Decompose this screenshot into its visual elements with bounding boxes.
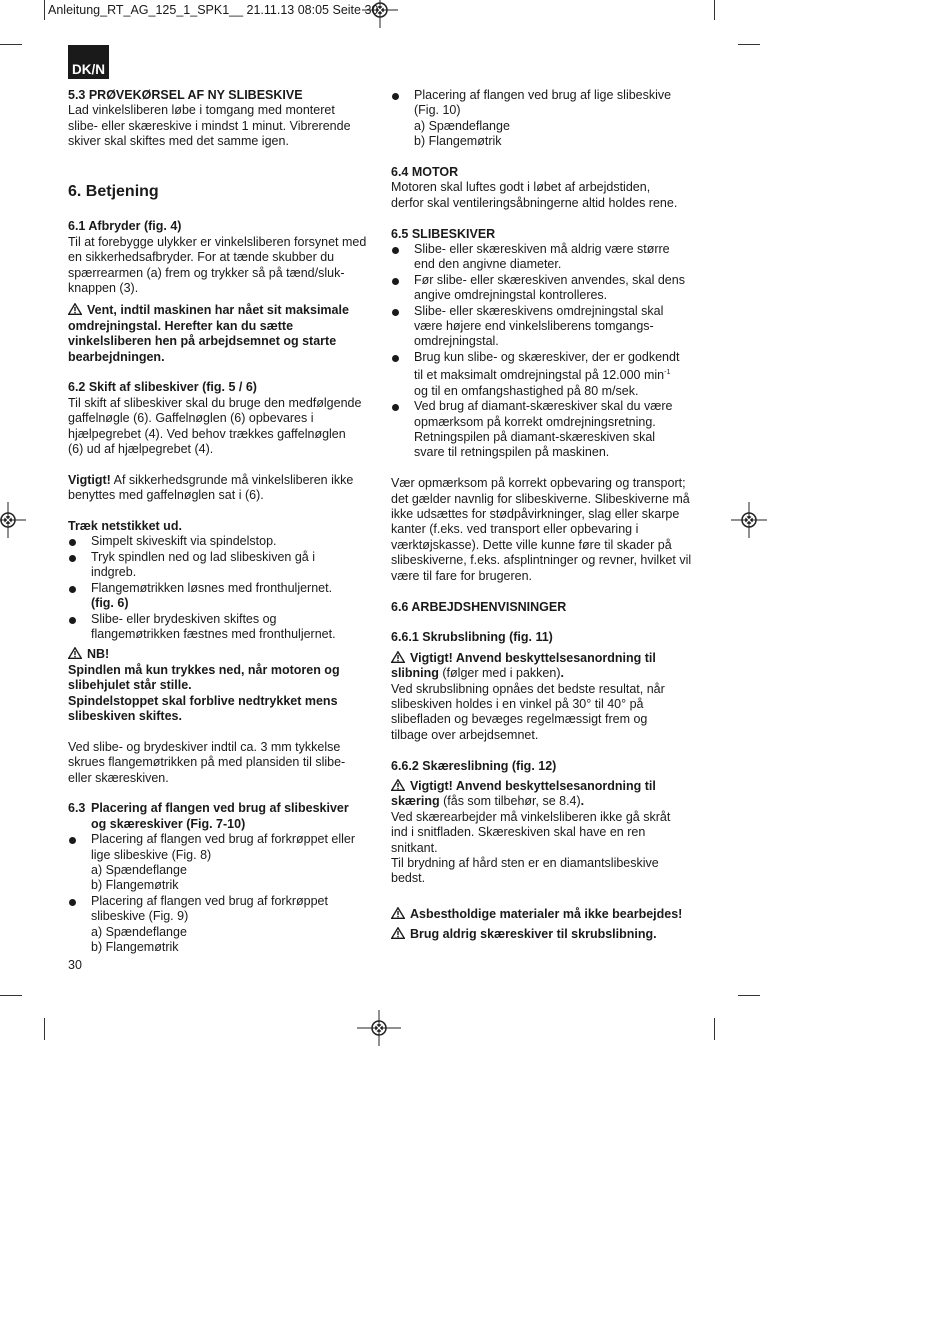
crop-mark bbox=[738, 44, 760, 45]
warning-text: slibning (følger med i pakken). bbox=[391, 666, 564, 681]
text-line: eller skæreskiven. bbox=[68, 770, 169, 785]
warning-triangle-icon bbox=[391, 907, 405, 919]
list-item: Tryk spindlen ned og lad slibeskiven gå i indgreb. bbox=[68, 550, 368, 581]
list-item: Slibe- eller skæreskiven må aldrig være større end den angivne diameter. bbox=[391, 242, 696, 273]
text-line: derfor skal ventileringsåbningerne altid holdes rene. bbox=[391, 195, 678, 210]
section-heading: og skæreskiver (Fig. 7-10) bbox=[91, 816, 246, 831]
note-label: Vigtigt! bbox=[68, 472, 111, 487]
text-line: Til at forebygge ulykker er vinkelsliberen forsynet med bbox=[68, 234, 367, 249]
section-heading: 6.6 ARBEJDSHENVISNINGER bbox=[391, 599, 567, 614]
text-line: det gælder navnlig for slibeskiverne. Slibeskiverne må bbox=[391, 491, 690, 506]
text-line: skiver skal skiftes med det samme igen. bbox=[68, 134, 289, 149]
warning-text: bearbejdningen. bbox=[68, 349, 165, 364]
text-line: en sikkerhedsafbryder. For at tænde skubber du bbox=[68, 250, 335, 265]
warning-text: Spindelstoppet skal forblive nedtrykket mens bbox=[68, 693, 338, 708]
text-line: Ved skrubslibning opnåes det bedste resultat, når bbox=[391, 681, 665, 696]
warning-triangle-icon bbox=[391, 651, 405, 663]
text-line: Lad vinkelsliberen løbe i tomgang med monteret bbox=[68, 103, 335, 118]
crop-mark bbox=[714, 1018, 715, 1040]
text-line: knappen (3). bbox=[68, 281, 139, 296]
registration-mark-icon bbox=[357, 1010, 401, 1046]
chapter-heading: 6. Betjening bbox=[68, 183, 159, 201]
page-number: 30 bbox=[68, 958, 82, 972]
warning-text: omdrejningstal. Herefter kan du sætte bbox=[68, 318, 294, 333]
bullet-list bbox=[391, 88, 696, 150]
text-line: tilbage over arbejdsemnet. bbox=[391, 727, 539, 742]
warning-text: vinkelsliberen hen på arbejdsemnet og starte bbox=[68, 334, 337, 349]
bullet-list bbox=[391, 242, 696, 461]
text-line: slibe- eller skæreskive i mindst 1 minut. Vibrerende bbox=[68, 118, 351, 133]
crop-mark bbox=[714, 0, 715, 20]
text-line: bedst. bbox=[391, 871, 426, 886]
text-line: Til brydning af hård sten er en diamantslibeskive bbox=[391, 855, 659, 870]
note-text: Af sikkerhedsgrunde må vinkelsliberen ikke bbox=[110, 472, 354, 487]
print-header: Anleitung_RT_AG_125_1_SPK1__ 21.11.13 08:05 Seite 30 bbox=[48, 3, 379, 17]
left-column bbox=[68, 88, 368, 955]
bullet-list bbox=[68, 832, 368, 955]
text-line: Ved slibe- og brydeskiver indtil ca. 3 mm tykkelse bbox=[68, 739, 341, 754]
section-heading: 6.5 SLIBESKIVER bbox=[391, 226, 496, 241]
list-item: Placering af flangen ved brug af lige slibeskive (Fig. 10) a) Spændeflange b) Flangemøtrik bbox=[391, 88, 696, 150]
warning-triangle-icon bbox=[391, 927, 405, 939]
language-badge: DK/N bbox=[68, 45, 109, 79]
list-item: Flangemøtrikken løsnes med fronthuljernet. (fig. 6) bbox=[68, 581, 368, 612]
list-item: Brug kun slibe- og skæreskiver, der er godkendt til et maksimalt omdrejningstal på 12.000 $\min^{-1}$ og til en omfangshastighed på 80 m/sek. bbox=[391, 350, 696, 399]
text-line: spærrearmen (a) frem og trykker så på tænd/sluk- bbox=[68, 265, 345, 280]
warning-line: Vigtigt! Anvend beskyttelsesanordning til bbox=[391, 651, 696, 666]
crop-mark bbox=[0, 995, 22, 996]
warning-text: slibeskiven skiftes. bbox=[68, 708, 182, 723]
text-line: Vær opmærksom på korrekt opbevaring og transport; bbox=[391, 476, 686, 491]
crop-mark bbox=[738, 995, 760, 996]
text-line: værktøjskasse). Dette ville kunne føre til skader på bbox=[391, 537, 672, 552]
section-heading: 6.2 Skift af slibeskiver (fig. 5 / 6) bbox=[68, 380, 257, 395]
warning-line: Asbestholdige materialer må ikke bearbejdes! bbox=[391, 907, 696, 922]
text-line: Ved skærearbejder må vinkelsliberen ikke gå skråt bbox=[391, 809, 671, 824]
text-line: Til skift af slibeskiver skal du bruge den medfølgende bbox=[68, 395, 362, 410]
text-line: (6) ud af hjælpegrebet (4). bbox=[68, 442, 214, 457]
section-heading: 5.3 PRØVEKØRSEL AF NY SLIBESKIVE bbox=[68, 88, 303, 102]
section-heading: 6.6.2 Skæreslibning (fig. 12) bbox=[391, 758, 557, 773]
text-line: skrues flangemøtrikken på med plansiden til slibe- bbox=[68, 755, 346, 770]
registration-mark-icon bbox=[731, 502, 767, 538]
text-line: være til fare for brugeren. bbox=[391, 568, 533, 583]
crop-mark bbox=[0, 44, 22, 45]
bullet-list bbox=[68, 534, 368, 642]
list-item: Placering af flangen ved brug af forkrøppet slibeskive (Fig. 9) a) Spændeflange b) Flangemøtrik bbox=[68, 894, 368, 956]
list-item: Slibe- eller brydeskiven skiftes og flangemøtrikken fæstnes med fronthuljernet. bbox=[68, 612, 368, 643]
crop-mark bbox=[44, 0, 45, 20]
list-item: Placering af flangen ved brug af forkrøppet eller lige slibeskive (Fig. 8) a) Spændeflange b) Flangemøtrik bbox=[68, 832, 368, 894]
text-line: Motoren skal luftes godt i løbet af arbejdstiden, bbox=[391, 180, 651, 195]
list-item: Ved brug af diamant-skæreskiver skal du være opmærksom på korrekt omdrejningsretning. Retningspilen på diamant-skæreskiven skal svare til retningspilen på maskinen. bbox=[391, 399, 696, 461]
registration-mark-icon bbox=[0, 502, 26, 538]
text-line: snitkant. bbox=[391, 840, 438, 855]
note-line bbox=[68, 473, 368, 488]
right-column bbox=[391, 88, 696, 943]
section-heading: 6.4 MOTOR bbox=[391, 165, 459, 180]
text-line: gaffelnøgle (6). Gaffelnøglen (6) opbevares i bbox=[68, 411, 314, 426]
section-heading: 6.3 Placering af flangen ved brug af slibeskiver bbox=[68, 801, 349, 816]
text-line: ikke udsættes for stødpåvirkninger, slag eller skarpe bbox=[391, 507, 680, 522]
crop-mark bbox=[44, 1018, 45, 1040]
warning-line: NB! bbox=[68, 647, 368, 662]
warning-text: Spindlen må kun trykkes ned, når motoren og bbox=[68, 662, 340, 677]
warning-triangle-icon bbox=[68, 647, 82, 659]
warning-line: Vigtigt! Anvend beskyttelsesanordning til bbox=[391, 779, 696, 794]
section-heading: 6.6.1 Skrubslibning (fig. 11) bbox=[391, 630, 553, 645]
text-line: kanter (f.eks. ved transport eller opbevaring i bbox=[391, 522, 639, 537]
warning-text: slibehjulet står stille. bbox=[68, 678, 192, 693]
text-line: slibeskiven holdes i en vinkel på 30° til 40° på bbox=[391, 696, 644, 711]
warning-line: Brug aldrig skæreskiver til skrubslibning. bbox=[391, 927, 696, 942]
text-line: slibeskiverne, f.eks. afsplintninger og revner, hvilket vil bbox=[391, 553, 692, 568]
text-line: ind i snitfladen. Skæreskiven skal have en ren bbox=[391, 825, 646, 840]
text-line: hjælpegrebet (4). Ved behov trækkes gaffelnøglen bbox=[68, 426, 346, 441]
warning-text: skæring (fås som tilbehør, se 8.4). bbox=[391, 794, 585, 809]
list-item: Slibe- eller skæreskivens omdrejningstal skal være højere end vinkelsliberens tomgangs- omdrejningstal. bbox=[391, 304, 696, 350]
warning-line bbox=[68, 303, 368, 318]
warning-triangle-icon bbox=[68, 303, 82, 315]
list-item: Simpelt skiveskift via spindelstop. bbox=[68, 534, 368, 549]
warning-text: Vent, indtil maskinen har nået sit maksimale bbox=[87, 303, 349, 318]
text-line: benyttes med gaffelnøglen sat i (6). bbox=[68, 488, 264, 503]
list-item: Før slibe- eller skæreskiven anvendes, skal dens angive omdrejningstal kontrolleres. bbox=[391, 273, 696, 304]
section-heading: 6.1 Afbryder (fig. 4) bbox=[68, 219, 182, 234]
text-line: slibefladen og bevæges regelmæssigt frem og bbox=[391, 712, 648, 727]
warning-triangle-icon bbox=[391, 779, 405, 791]
section-heading: Træk netstikket ud. bbox=[68, 519, 182, 534]
